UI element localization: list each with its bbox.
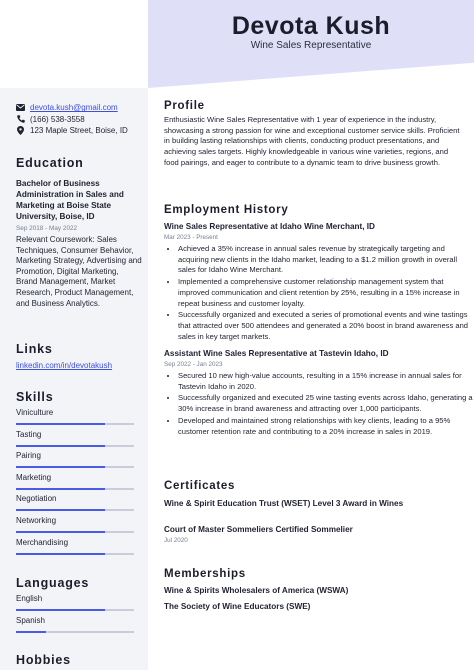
skill-name: Marketing xyxy=(16,472,52,482)
education-degree: Bachelor of Business Administration in Sales and Marketing at Boise State University, Boise, ID xyxy=(16,179,124,221)
skill-name: Merchandising xyxy=(16,537,69,547)
skill-bar-track xyxy=(16,531,134,533)
skill-bar-fill xyxy=(16,631,46,633)
certificate-date: Jul 2020 xyxy=(164,537,188,544)
skill-bar-fill xyxy=(16,609,105,611)
links-heading: Links xyxy=(16,342,53,356)
job-bullets xyxy=(164,371,474,438)
hobbies-heading: Hobbies xyxy=(16,653,71,667)
certificate-name: Wine & Spirit Education Trust (WSET) Level 3 Award in Wines xyxy=(164,499,404,508)
skills-heading: Skills xyxy=(16,390,54,404)
email-link[interactable]: devota.kush@gmail.com xyxy=(30,103,118,113)
memberships-heading: Memberships xyxy=(164,568,246,580)
languages-heading: Languages xyxy=(16,576,90,590)
skill-row xyxy=(16,494,134,511)
skill-bar-track xyxy=(16,445,134,447)
contact-block xyxy=(16,102,144,137)
job-title: Wine Sales Representative at Idaho Wine Merchant, ID xyxy=(164,222,375,231)
profile-text: Enthusiastic Wine Sales Representative with 1 year of experience in the industry, showcasing a strong passion for wine and exceptional customer service skills. Proficient in building lasting relationships with clients, conducting product presentations, and achieving sales targets. Highly knowledgeable in various wine varieties, regions, and food pairings, and eager to contribute to a dynamic team to drive business growth. xyxy=(164,115,460,167)
job-bullet: • Developed and maintained strong relationships with key clients, leading to a 95% customer retention rate and contributing to a 20% increase in sales in 2019. xyxy=(178,416,474,437)
skill-name: Negotiation xyxy=(16,494,57,504)
skill-bar-fill xyxy=(16,531,105,533)
mail-icon xyxy=(16,103,25,112)
phone-icon xyxy=(16,115,25,124)
contact-phone-row xyxy=(16,114,144,126)
skill-row xyxy=(16,594,134,611)
job-bullet: • Successfully organized and executed a series of promotional events and wine tastings that attracted over 500 attendees and generated a 20% boost in brand awareness and sales in key target markets. xyxy=(178,310,474,342)
linkedin-link[interactable]: linkedin.com/in/devotakush xyxy=(16,361,113,370)
job-bullet: • Achieved a 35% increase in annual sales revenue by strategically targeting and acquiring new clients in the Idaho market, leading to a $1.2 million growth in overall sales for Idaho Wine Merchant. xyxy=(178,244,474,276)
skill-bar-track xyxy=(16,631,134,633)
skill-bar-track xyxy=(16,488,134,490)
skill-bar-track xyxy=(16,553,134,555)
job-bullet: • Implemented a comprehensive customer relationship management system that improved communication and client retention by 25%, resulting in a 15% increase in repeat business and customer loyalty. xyxy=(178,277,474,309)
address-text: 123 Maple Street, Boise, ID xyxy=(30,126,128,136)
skill-row xyxy=(16,473,134,490)
skill-bar-fill xyxy=(16,445,105,447)
education-dates: Sep 2018 - May 2022 xyxy=(16,225,78,232)
job-dates: Mar 2023 - Present xyxy=(164,234,218,241)
certificate-name: Court of Master Sommeliers Certified Sommelier xyxy=(164,525,353,534)
membership-item: The Society of Wine Educators (SWE) xyxy=(164,602,311,611)
skill-bar-track xyxy=(16,466,134,468)
skill-bar-track xyxy=(16,509,134,511)
skill-bar-fill xyxy=(16,553,105,555)
skill-bar-fill xyxy=(16,488,105,490)
skill-bar-track xyxy=(16,423,134,425)
education-coursework: Relevant Coursework: Sales Techniques, Consumer Behavior, Marketing Strategy, Advertising and Promotion, Digital Marketing, Brand Management, Market Research, Product Management, and Business Analytics. xyxy=(16,235,142,308)
contact-address-row xyxy=(16,125,144,137)
skill-bar-track xyxy=(16,609,134,611)
skill-row xyxy=(16,516,134,533)
candidate-role: Wine Sales Representative xyxy=(250,40,372,51)
profile-heading: Profile xyxy=(164,100,205,112)
contact-email-row xyxy=(16,102,144,114)
skill-row xyxy=(16,616,134,633)
skill-bar-fill xyxy=(16,509,105,511)
phone-text: (166) 538-3558 xyxy=(30,114,85,124)
skill-row xyxy=(16,408,134,425)
education-heading: Education xyxy=(16,156,84,170)
skill-name: Spanish xyxy=(16,615,45,625)
skill-name: English xyxy=(16,594,43,603)
skill-row xyxy=(16,451,134,468)
header-notch xyxy=(0,0,148,88)
employment-heading: Employment History xyxy=(164,204,289,216)
skill-name: Viniculture xyxy=(16,408,54,417)
membership-item: Wine & Spirits Wholesalers of America (WSWA) xyxy=(164,586,349,595)
skill-row xyxy=(16,538,134,555)
skill-name: Tasting xyxy=(16,429,42,439)
job-title: Assistant Wine Sales Representative at Tastevin Idaho, ID xyxy=(164,349,389,358)
skill-name: Pairing xyxy=(16,451,41,461)
job-bullets xyxy=(164,244,474,343)
candidate-name: Devota Kush xyxy=(231,12,391,40)
job-dates: Sep 2022 - Jan 2023 xyxy=(164,361,223,368)
skill-row xyxy=(16,430,134,447)
skill-bar-fill xyxy=(16,423,105,425)
location-pin-icon xyxy=(16,126,25,135)
certificates-heading: Certificates xyxy=(164,480,236,492)
job-bullet: • Successfully organized and executed 25 wine tasting events across Idaho, generating a 30% increase in brand awareness and attracting over 1,000 participants. xyxy=(178,393,474,414)
skill-name: Networking xyxy=(16,516,57,525)
skill-bar-fill xyxy=(16,466,105,468)
job-bullet: • Secured 10 new high-value accounts, resulting in a 15% increase in annual sales for Tastevin Idaho in 2020. xyxy=(178,371,474,392)
